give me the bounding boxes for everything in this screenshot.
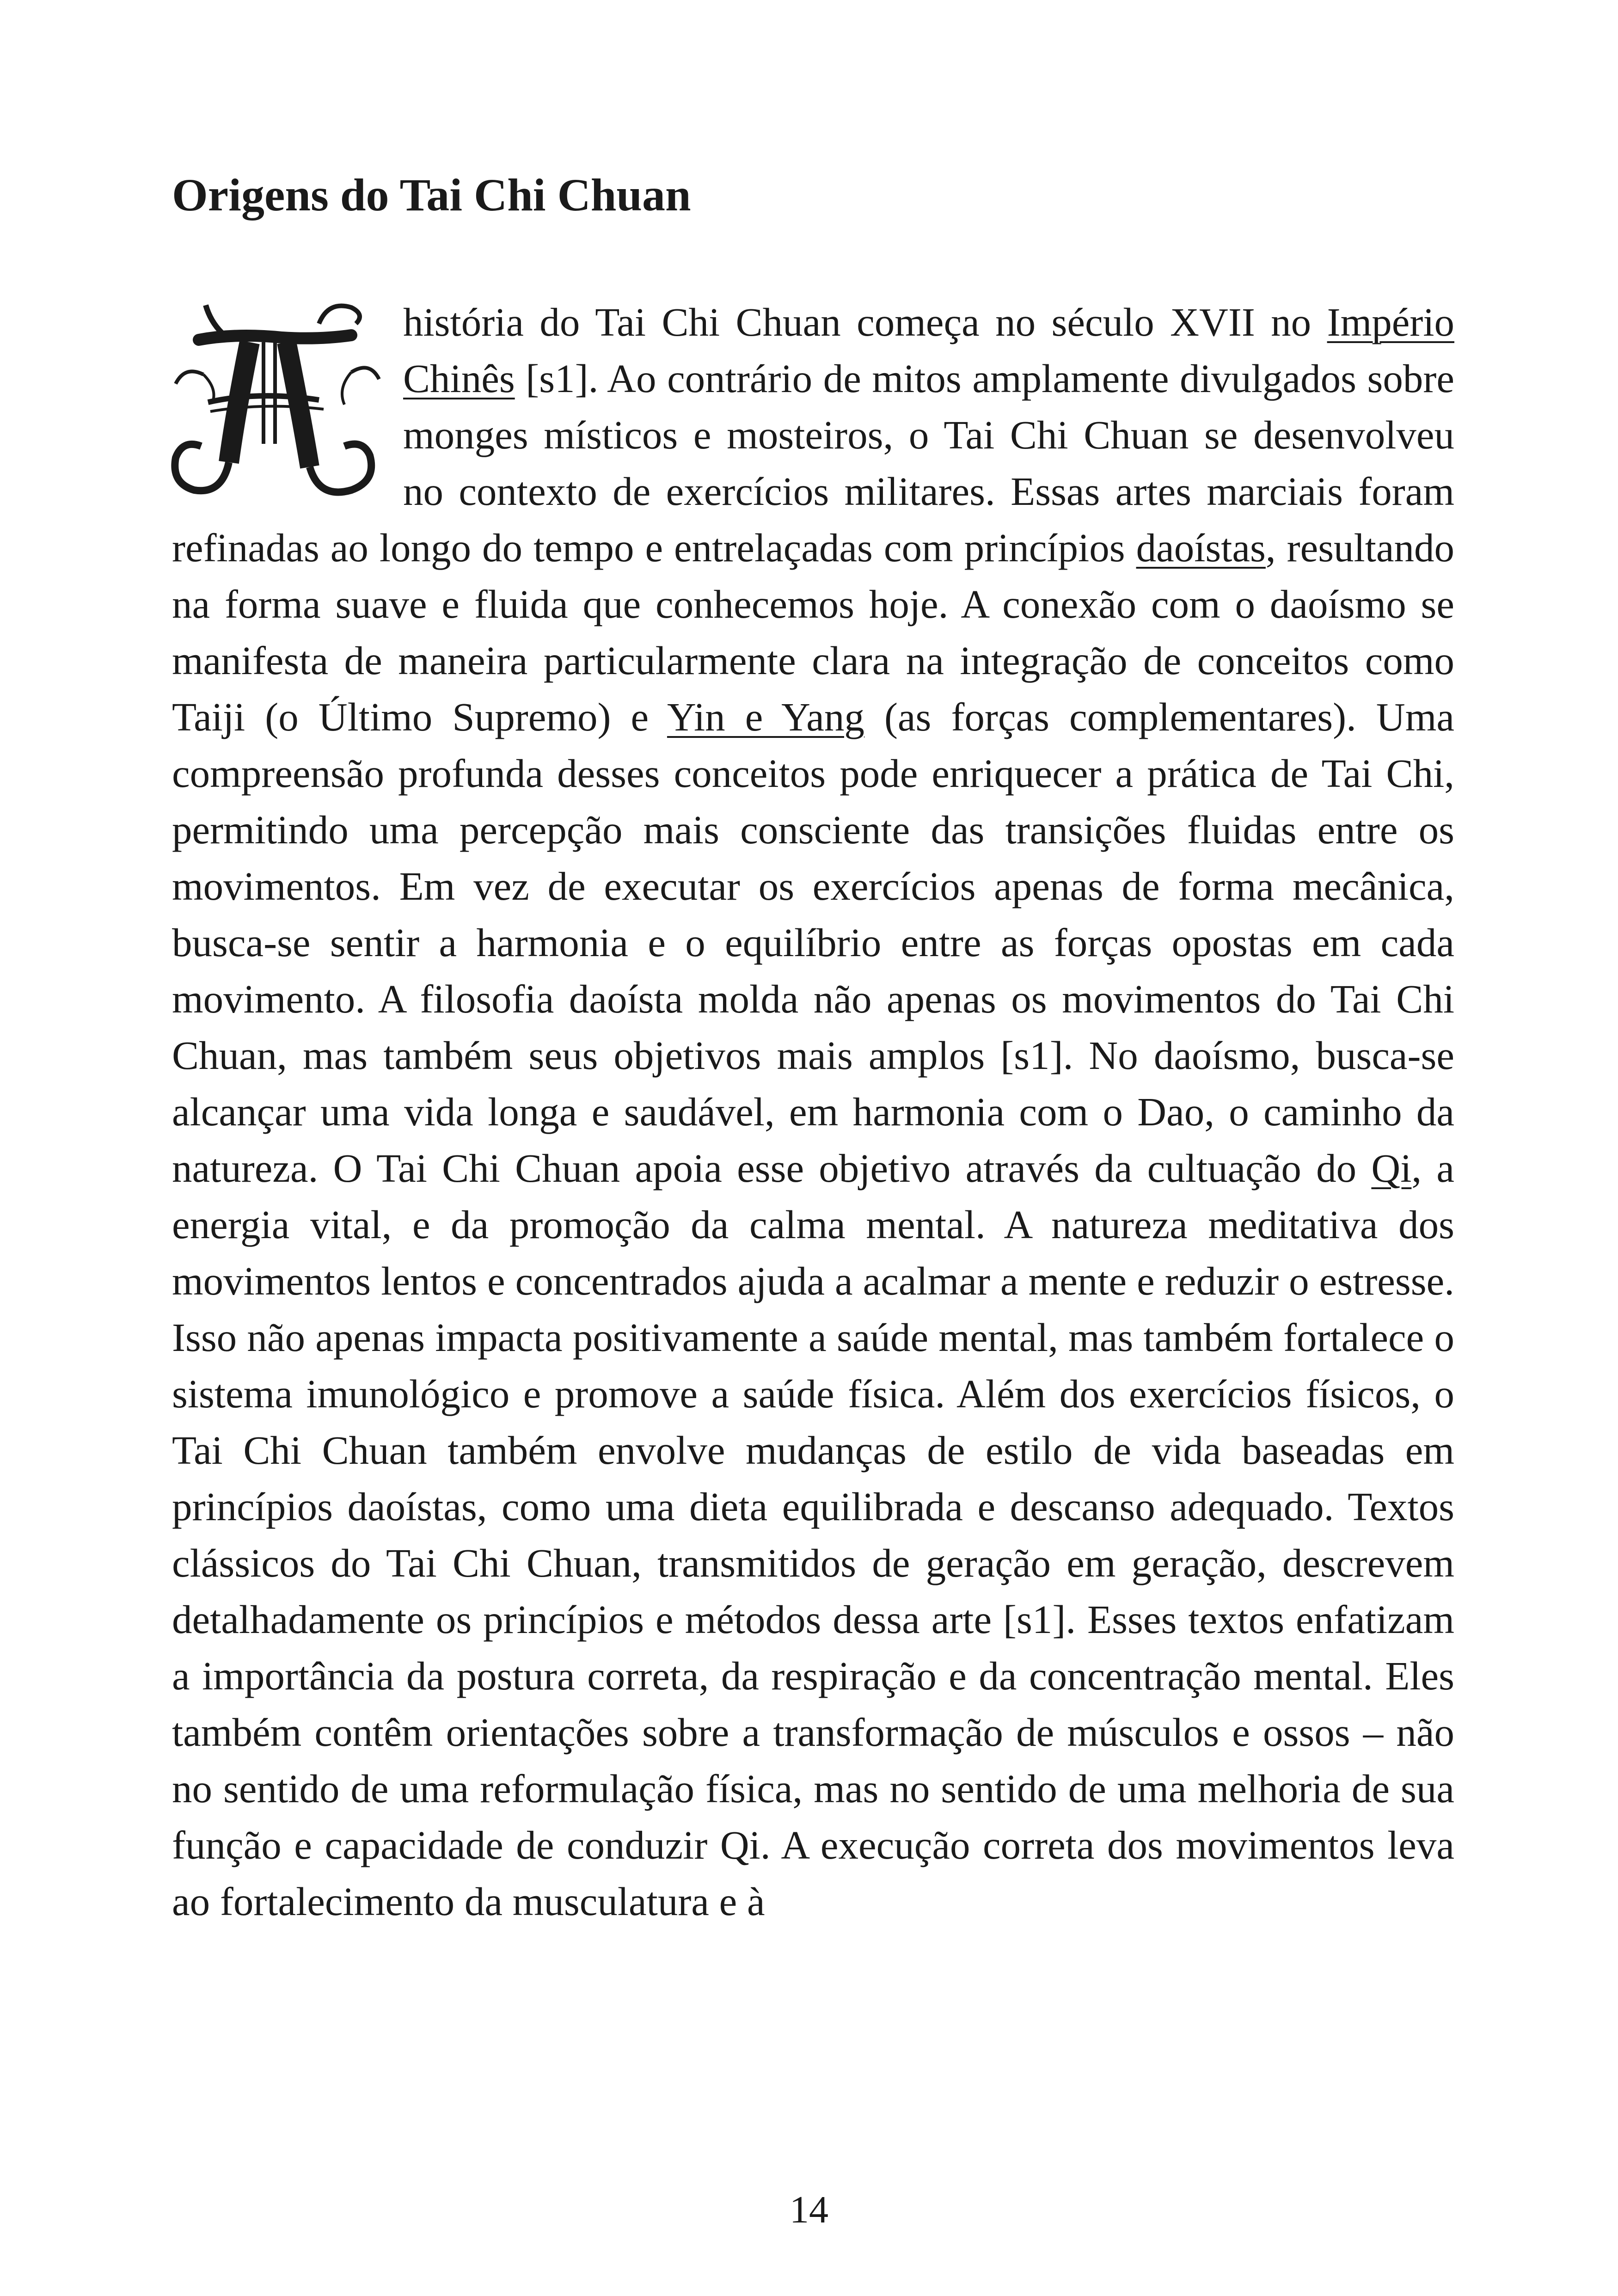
- link-yin-e-yang[interactable]: Yin e Yang: [667, 694, 864, 739]
- drop-cap-spacer: [172, 294, 403, 514]
- paragraph-segment: , resultando na forma suave e fluida que conhecemos hoje. A conexão com o daoísmo se manifesta de maneira particularmente clara na integração de conceitos como Taiji (o Último Supremo) e: [172, 525, 1455, 739]
- page-title: Origens do Tai Chi Chuan: [172, 169, 691, 221]
- paragraph-segment: [s1]. Ao contrário de mitos amplamente divulgados sobre monges místicos e mosteiros, o Tai Chi Chuan se desenvolveu no contexto de exercícios militares. Essas artes marciais foram refinadas ao longo do tempo e entrelaçadas com princípios: [172, 356, 1454, 570]
- paragraph-segment: (as forças complementares). Uma compreensão profunda desses conceitos pode enriquecer a prática de Tai Chi, permitindo uma percepção mais consciente das transições fluidas entre os movimentos. Em vez de executar os exercícios apenas de forma mecânica, busca-se sentir a harmonia e o equilíbrio entre as forças opostas em cada movimento. A filosofia daoísta molda não apenas os movimentos do Tai Chi Chuan, mas também seus objetivos mais amplos [s1]. No daoísmo, busca-se alcançar uma vida longa e saudável, em harmonia com o Dao, o caminho da natureza. O Tai Chi Chuan apoia esse objetivo através da cultuação do: [172, 694, 1454, 1191]
- link-imperio-chines[interactable]: Império Chinês: [403, 300, 1454, 401]
- paragraph-segment: , a energia vital, e da promoção da calma mental. A natureza meditativa dos movimentos lentos e concentrados ajuda a acalmar a mente e reduzir o estresse. Isso não apenas impacta positivamente a saúde mental, mas também fortalece o sistema imunológico e promove a saúde física. Além dos exercícios físicos, o Tai Chi Chuan também envolve mudanças de estilo de vida baseadas em princípios daoístas, como uma dieta equilibrada e descanso adequado. Textos clássicos do Tai Chi Chuan, transmitidos de geração em geração, descrevem detalhadamente os princípios e métodos dessa arte [s1]. Esses textos enfatizam a importância da postura correta, da respiração e da concentração mental. Eles também contêm orientações sobre a transformação de músculos e ossos – não no sentido de uma reformulação física, mas no sentido de uma melhoria de sua função e capacidade de conduzir Qi. A execução correta dos movimentos leva ao fortalecimento da musculatura e à: [172, 1146, 1454, 1924]
- link-daoistas[interactable]: daoístas: [1136, 525, 1266, 570]
- page-number: 14: [790, 2188, 828, 2231]
- paragraph-segment: história do Tai Chi Chuan começa no século XVII no: [403, 300, 1327, 344]
- link-qi[interactable]: Qi: [1371, 1146, 1412, 1191]
- body-paragraph: [172, 294, 1454, 1930]
